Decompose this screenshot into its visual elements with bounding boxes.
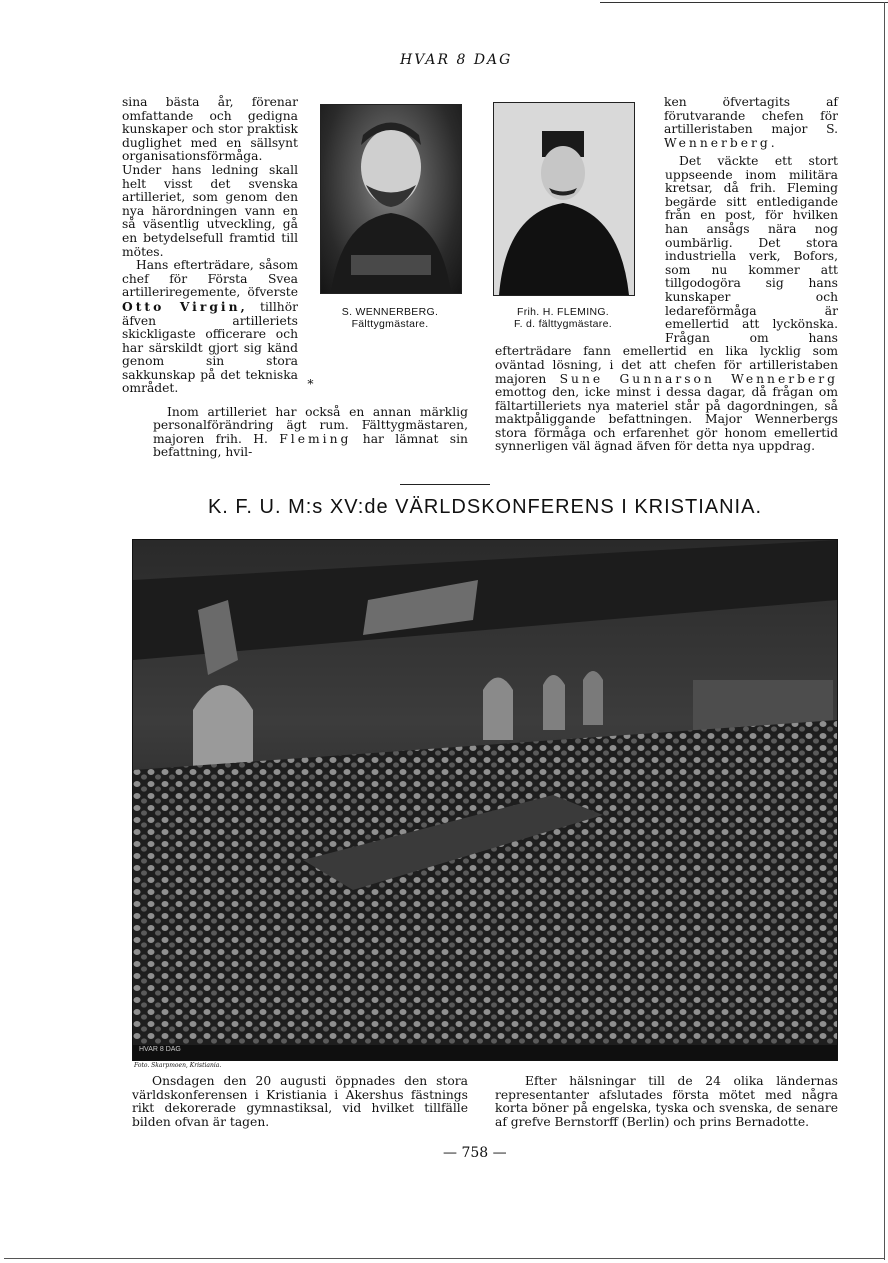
running-head: HVAR 8 DAG [400, 52, 513, 68]
name-sune-gunnarson-wennerberg: Sune Gunnarson Wennerberg [559, 371, 838, 386]
left-paragraph-2-text-b: tillhör äfven artilleriets skickligaste officerare och har särskildt gjort sig känd genom sin stora sakkunskap på det tekniska området. [122, 299, 298, 396]
right-paragraph-2-text-b: emottog den, icke minst i dessa dagar, då frågan om fältartilleriets nya materiel står på dagordningen, så maktpåliggande befattningen. Major Wennerbergs stora förmåga och erfarenhet gör honom emellertid synnerligen väl ägnad äfven för detta nya uppdrag. [495, 385, 838, 454]
caption-left: Onsdagen den 20 augusti öppnades den stora världskonferensen i Kristiania i Akershus fästnings rikt dekorerade gymnastiksal, vid hvilket tillfälle bilden ofvan är tagen. [132, 1074, 468, 1129]
right-paragraph-1 [664, 96, 838, 150]
left-paragraph-2 [122, 259, 298, 396]
left-paragraph-3-text-a: Inom artilleriet har också en annan märklig personalförändring ägt rum. Fälttygmästaren, majoren frih. H. [153, 404, 468, 446]
bottom-rule [4, 1258, 884, 1259]
right-paragraph-2-text-a: Det väckte ett stort uppseende inom militära kretsar, då frih. Fleming begärde sitt entledigande från en post, för hvilken han ansågs nära nog oumbärlig. Det stora industriella verk, Bofors, som nu kommer att tillgodogöra sig hans kunskaper och ledareförmåga är emellertid att lyckönska. Frågan om hans efterträdare fann emellertid en lika lycklig som oväntad lösning, i det att chefen för artilleristaben majoren [495, 154, 838, 386]
portrait-2-title: F. d. fälttygmästare. [514, 318, 612, 330]
left-paragraph-2-text-a: Hans efterträdare, såsom chef för Första Svea artilleriregemente, öfverste [122, 258, 298, 300]
right-column-top [664, 96, 838, 150]
conference-photo [132, 539, 838, 1061]
photo-stamp: HVAR 8 DAG [139, 1046, 181, 1053]
right-rule [884, 2, 885, 1260]
portrait-wennerberg [320, 104, 462, 294]
title-rule [400, 484, 490, 485]
portrait-wennerberg-figure [321, 105, 461, 293]
right-paragraph-1-text: ken öfvertagits af förutvarande chefen för artilleristaben major S. [664, 95, 838, 137]
portrait-1-name: S. WENNERBERG. [341, 306, 439, 318]
left-column-top [122, 96, 298, 396]
top-rule [600, 2, 888, 3]
right-column-bottom [495, 155, 838, 454]
left-column-bottom [153, 378, 468, 460]
portrait-2-name: Frih. H. FLEMING. [516, 306, 610, 318]
name-otto-virgin: Otto Virgin, [122, 298, 248, 314]
caption-right: Efter hälsningar till de 24 olika ländernas representanter afslutades första mötet med några korta böner på engelska, tyska och svenska, de senare af grefve Bernstorff (Berlin) och prins Bernadotte. [495, 1074, 838, 1129]
article-title: K. F. U. M:s XV:de VÄRLDSKONFERENS I KRISTIANIA. [207, 496, 763, 518]
caption-portrait-1 [310, 306, 470, 330]
name-fleming: Fleming [279, 431, 352, 446]
left-paragraph-3 [153, 406, 468, 460]
photo-credit: Foto. Skarpmoen, Kristiania. [134, 1062, 222, 1069]
portrait-float-spacer [495, 155, 665, 343]
portrait-1-title: Fälttygmästare. [351, 318, 429, 330]
left-paragraph-1: sina bästa år, förenar omfattande och gedigna kunskaper och stor praktisk duglighet med en sällsynt organisationsförmåga. Under hans ledning skall helt visst det svenska artilleriet, som genom den nya härordningen vann en så väsentlig utveckling, gå en betydelsefull framtid till mötes. [122, 95, 298, 259]
name-wennerberg: Wennerberg. [664, 135, 778, 150]
conference-photo-scene [133, 540, 837, 1060]
left-paragraph-3-text-b: har lämnat sin befattning, hvil- [153, 431, 468, 460]
page-number: — 758 — [443, 1145, 507, 1161]
separator-asterisk: * [307, 377, 314, 391]
